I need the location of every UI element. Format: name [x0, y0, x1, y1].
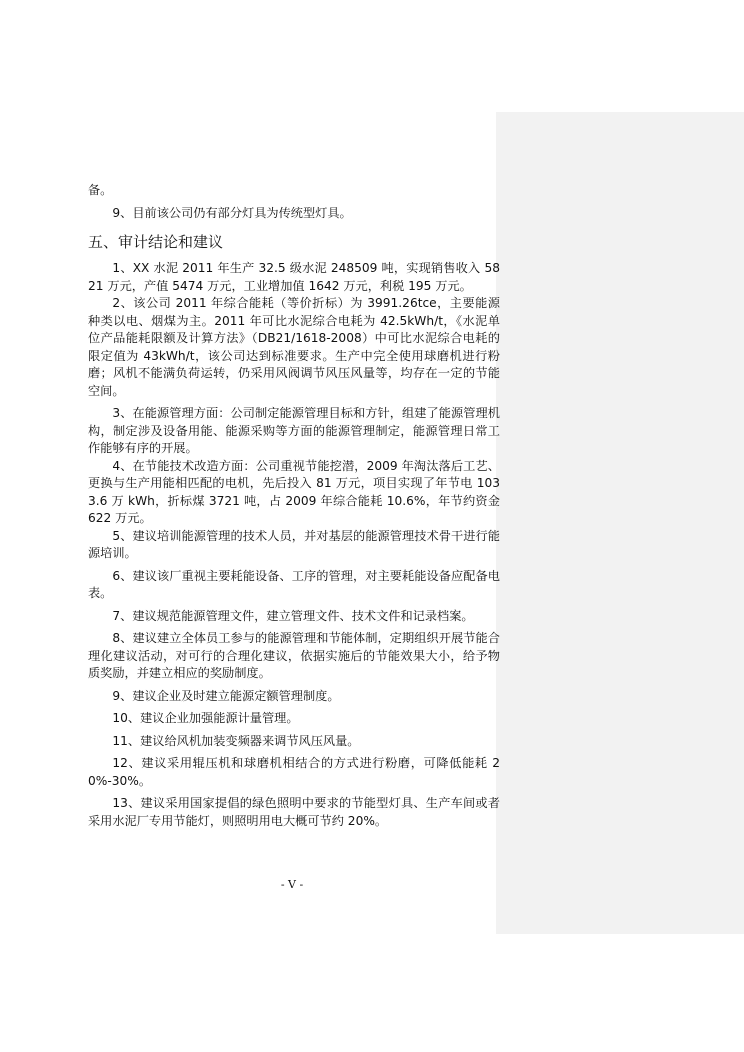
suggestion-item-11: 11、建议给风机加装变频器来调节风压风量。: [112, 733, 360, 748]
suggestion-item-10: 10、建议企业加强能源计量管理。: [112, 711, 299, 725]
comment-margin-pane: [496, 112, 744, 934]
page-number: - V -: [280, 878, 304, 891]
suggestion-item-12: 12、建议采用辊压机和球磨机相结合的方式进行粉磨，可降低能耗 20%-30%。: [88, 756, 500, 788]
document-body: [88, 182, 500, 830]
paragraph-item-9-lighting: 9、目前该公司仍有部分灯具为传统型灯具。: [112, 205, 352, 220]
paragraph-continuation: 备。: [88, 183, 113, 197]
suggestion-item-5: 5、建议培训能源管理的技术人员，并对基层的能源管理技术骨干进行能源培训。: [88, 528, 500, 560]
suggestion-item-8: 8、建议建立全体员工参与的能源管理和节能体制，定期组织开展节能合理化建议活动，对可行的合理化建议，依据实施后的节能效果大小，给予物质奖励，并建立相应的奖励制度。: [88, 631, 500, 680]
conclusion-item-3: 3、在能源管理方面：公司制定能源管理目标和方针，组建了能源管理机构，制定涉及设备用能、能源采购等方面的能源管理制定，能源管理日常工作能够有序的开展。: [88, 406, 500, 455]
suggestion-item-7: 7、建议规范能源管理文件，建立管理文件、技术文件和记录档案。: [112, 608, 474, 623]
suggestion-item-9: 9、建议企业及时建立能源定额管理制度。: [112, 688, 340, 703]
conclusion-item-4: 4、在节能技术改造方面：公司重视节能挖潜，2009 年淘汰落后工艺、更换与生产用能相匹配的电机，先后投入 81 万元，项目实现了年节电 1033.6 万 kWh，折标煤 3721 吨，占 2009 年综合能耗 10.6%，年节约资金 622 万元。: [88, 458, 500, 525]
conclusion-item-1: 1、XX 水泥 2011 年生产 32.5 级水泥 248509 吨，实现销售收入 5821 万元，产值 5474 万元，工业增加值 1642 万元，利税 195 万元。: [88, 261, 500, 293]
suggestion-item-13: 13、建议采用国家提倡的绿色照明中要求的节能型灯具、生产车间或者采用水泥厂专用节能灯，则照明用电大概可节约 20%。: [88, 796, 500, 828]
conclusion-item-2: 2、该公司 2011 年综合能耗（等价折标）为 3991.26tce，主要能源种类以电、烟煤为主。2011 年可比水泥综合电耗为 42.5kWh/t，《水泥单位产品能耗限额及计算方法》（DB21/1618-2008）中可比水泥综合电耗的限定值为 43kWh/t，该公司达到标准要求。生产中完全使用球磨机进行粉磨；风机不能满负荷运转，仍采用风阀调节风压风量等，均存在一定的节能空间。: [88, 296, 500, 398]
suggestion-item-6: 6、建议该厂重视主要耗能设备、工序的管理，对主要耗能设备应配备电表。: [88, 568, 500, 600]
section-heading: 五、审计结论和建议: [88, 233, 224, 251]
